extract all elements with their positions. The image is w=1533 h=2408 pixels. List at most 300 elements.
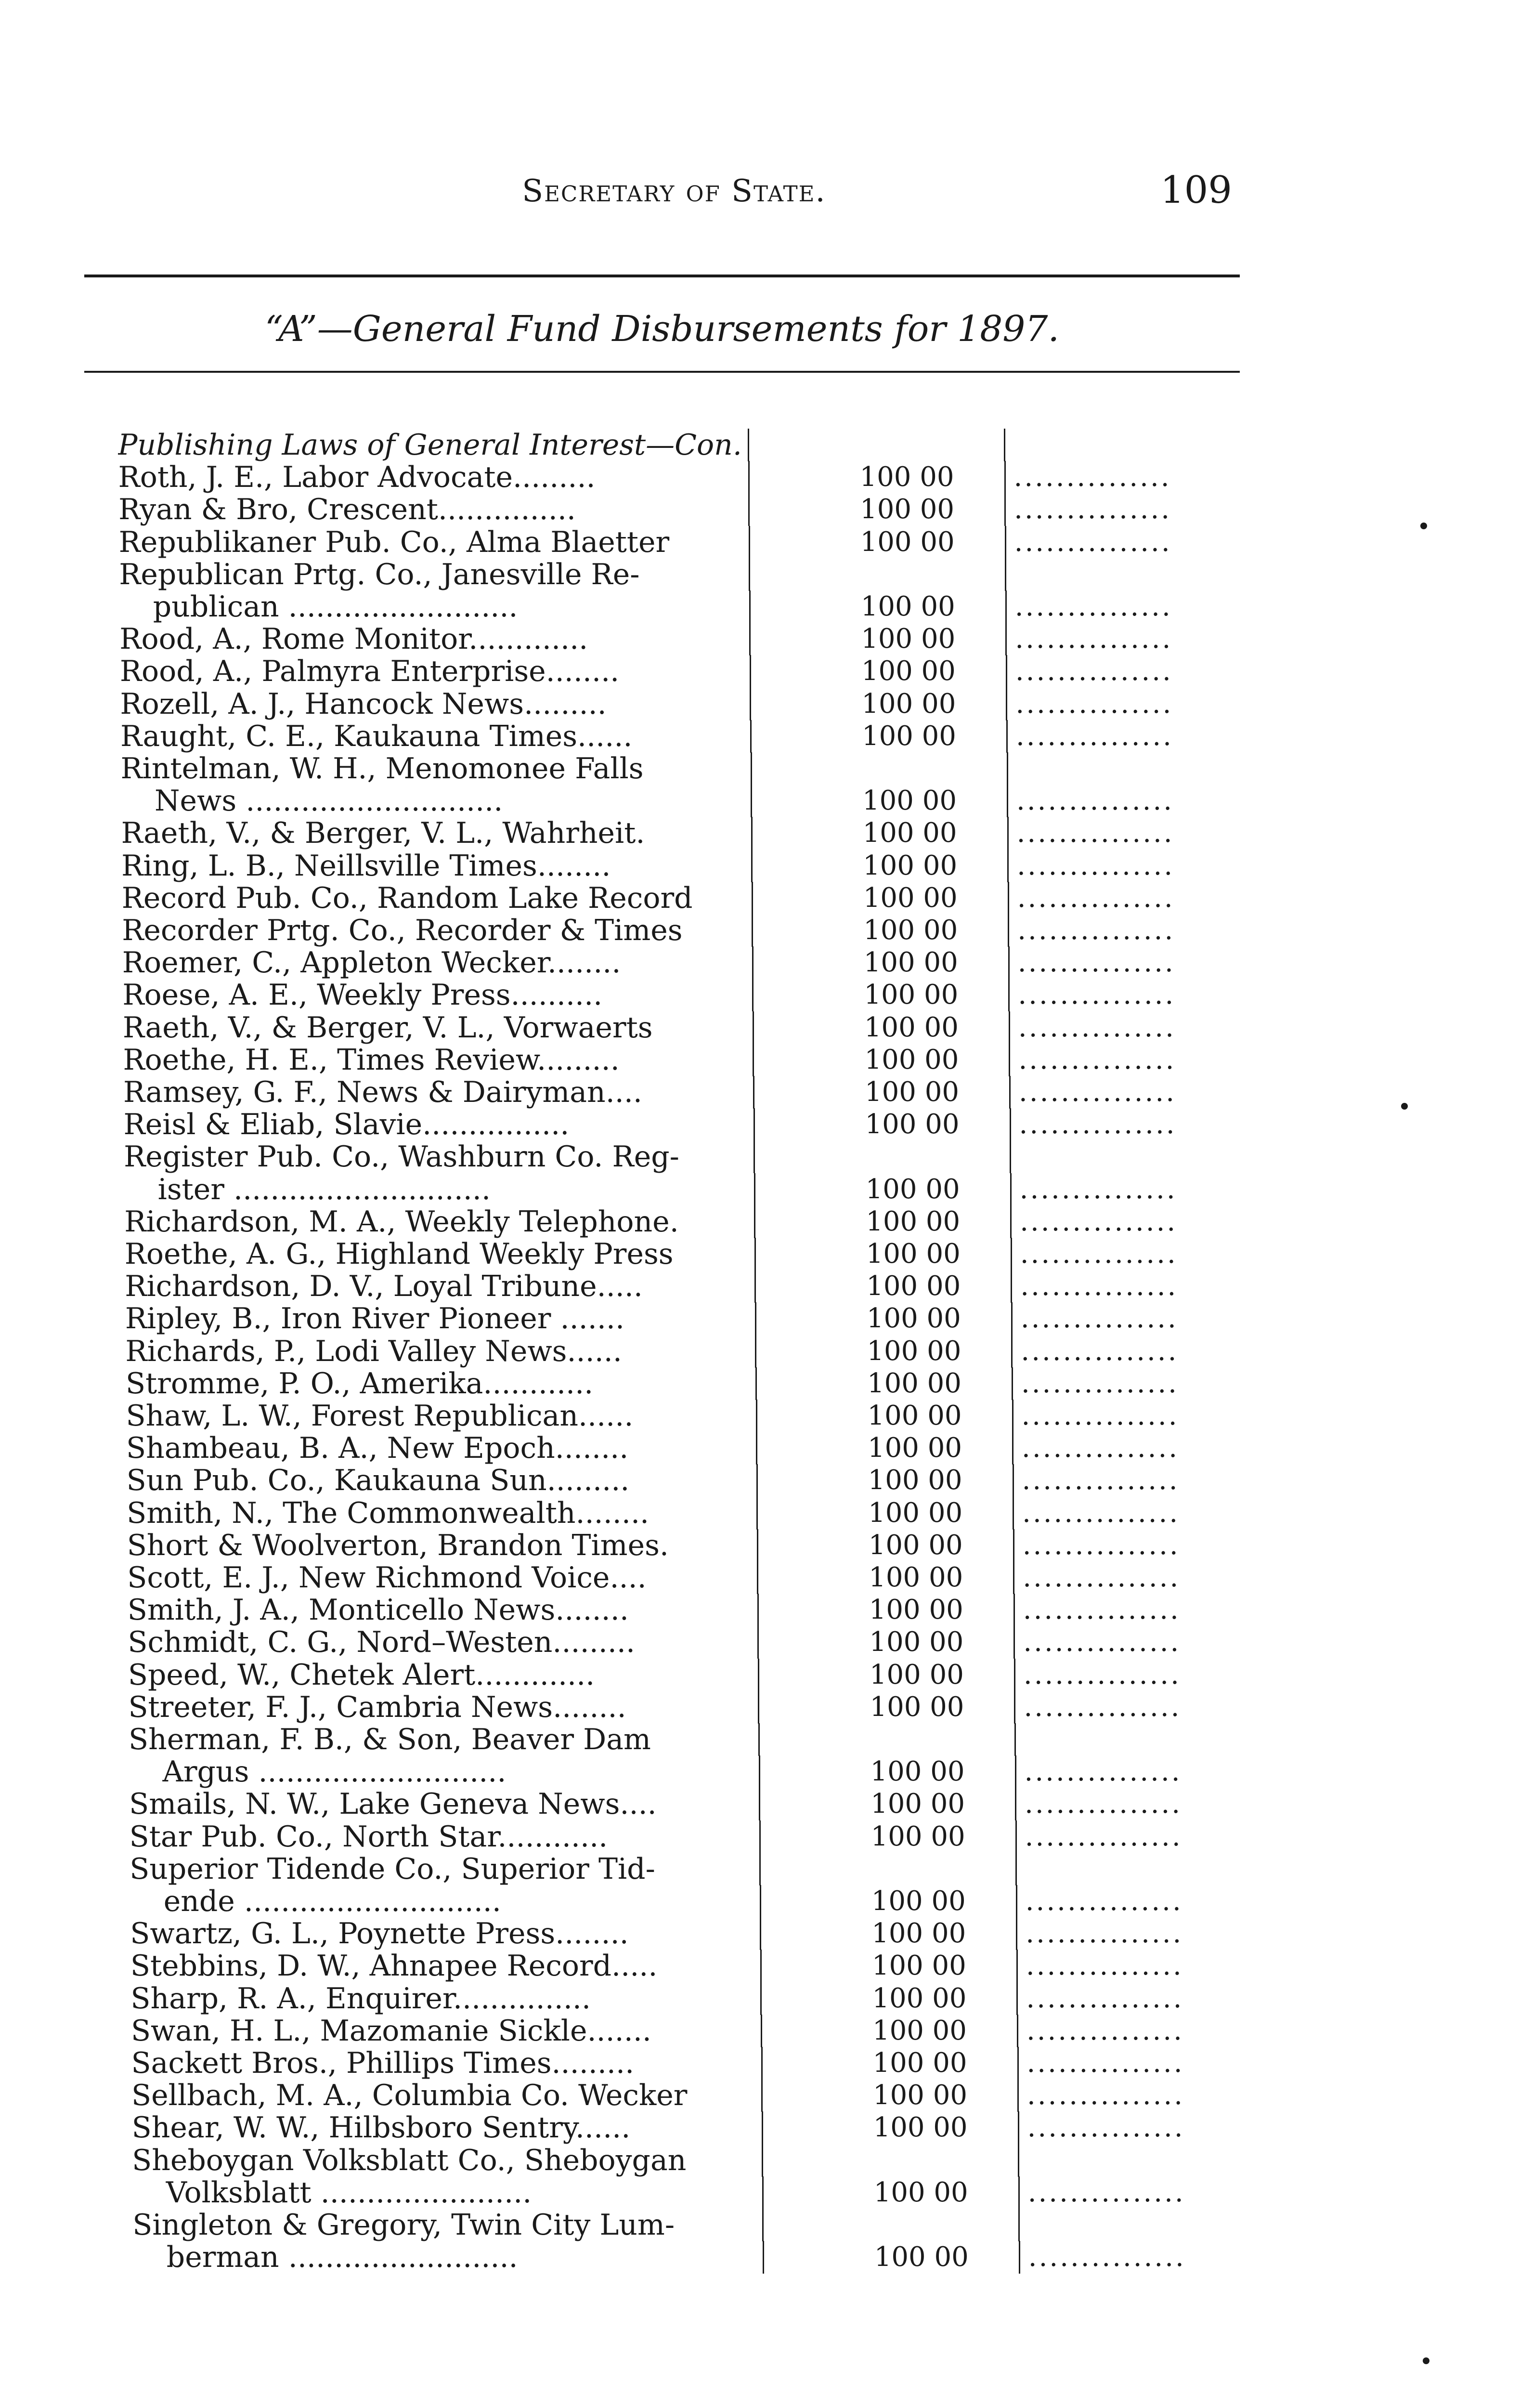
leader-dots: ............... [1027,2112,1185,2144]
column-rule [1009,1076,1011,1109]
leader-dots: ............... [1026,1950,1183,1982]
amount-cell: 100 00 [862,817,957,849]
column-rule [759,1788,760,1820]
entry-name: ende ............................ [163,1885,501,1918]
leader-dots: ............... [1020,1205,1178,1237]
table-row [121,817,1277,850]
column-rule [1012,1432,1013,1465]
leader-dots: ............... [1014,526,1172,558]
entry-name: Roese, A. E., Weekly Press.......... [122,979,603,1012]
column-rule [1012,1400,1013,1432]
amount-cell: 100 00 [869,1626,964,1658]
column-rule [754,1173,755,1206]
amount-cell: 100 00 [867,1367,961,1399]
column-rule [1016,1982,1018,2015]
column-rule [1013,1561,1014,1594]
column-rule [1016,1885,1017,1918]
column-rule [1018,2176,1020,2209]
column-rule [752,979,754,1011]
amount-cell: 100 00 [871,1950,966,1982]
amount-cell: 100 00 [866,1270,961,1302]
table-row [121,850,1277,882]
table-row [119,590,1275,623]
entry-name: Sheboygan Volksblatt Co., Sheboygan [132,2144,687,2177]
table-row [125,1270,1280,1303]
leader-dots: ............... [1015,720,1173,752]
amount-cell: 100 00 [868,1465,962,1496]
amount-cell: 100 00 [870,1820,965,1852]
column-rule [1015,1820,1017,1853]
column-rule [1014,1659,1015,1691]
column-rule [1004,461,1006,494]
amount-cell: 100 00 [868,1432,962,1464]
column-rule [1005,526,1006,559]
table-row [120,720,1276,753]
column-rule [754,1270,756,1303]
leader-dots: ............... [1018,1011,1176,1043]
amount-cell: 100 00 [865,1109,960,1140]
entry-name: Republican Prtg. Co., Janesville Re- [119,558,640,591]
amount-cell: 100 00 [861,655,956,687]
leader-dots: ............... [1023,1659,1181,1690]
table-row [131,2047,1287,2080]
table-row [125,1238,1280,1270]
leader-dots: ............... [1018,979,1176,1011]
column-rule [753,1011,754,1044]
column-rule [1008,914,1009,947]
entry-name: Register Pub. Co., Washburn Co. Reg- [124,1140,679,1174]
entry-name: Smails, N. W., Lake Geneva News.... [129,1788,657,1821]
column-rule [757,1529,758,1562]
column-rule [749,590,751,623]
table-row [128,1659,1284,1691]
header-rule [84,275,1240,277]
leader-dots: ............... [1025,1820,1182,1852]
amount-cell: 100 00 [869,1562,963,1593]
column-rule [1007,817,1009,850]
entry-name: Rood, A., Palmyra Enterprise........ [119,655,620,688]
amount-cell: 100 00 [867,1400,962,1431]
table-row [127,1464,1282,1497]
amount-cell: 100 00 [874,2241,969,2273]
column-rule [1013,1464,1014,1497]
entry-name: Stromme, P. O., Amerika............ [125,1367,594,1400]
column-rule [750,688,751,720]
column-rule [1013,1497,1014,1530]
leader-dots: ............... [1021,1367,1179,1399]
entry-name: Roethe, A. G., Highland Weekly Press [124,1238,674,1270]
column-rule [751,785,752,817]
amount-cell: 100 00 [872,2047,967,2079]
column-rule [1011,1238,1012,1270]
entry-name: Richards, P., Lodi Valley News...... [125,1335,622,1368]
table-row [120,688,1275,720]
column-rule [762,2176,764,2209]
column-rule [1011,1302,1013,1335]
leader-dots: ............... [1019,1076,1177,1108]
column-rule [1009,1011,1010,1044]
table-row [126,1432,1282,1465]
table-row [126,1400,1282,1432]
amount-cell: 100 00 [864,979,959,1011]
column-rule [1016,1917,1017,1950]
page-number: 109 [1160,169,1232,212]
column-rule [1006,688,1007,720]
leader-dots: ............... [1023,1626,1181,1658]
column-rule [1017,2047,1019,2080]
leader-dots: ............... [1017,915,1175,946]
table-row [125,1302,1281,1335]
column-rule [1017,2015,1018,2047]
column-rule [1015,1853,1017,1885]
column-rule [756,1432,757,1465]
table-row [131,2015,1286,2047]
entry-name: ister ............................ [157,1173,491,1206]
running-header: Secretary of State. [522,173,826,209]
table-row [124,1108,1279,1141]
amount-cell: 100 00 [862,785,957,817]
amount-cell: 100 00 [870,1788,965,1820]
entry-name: Smith, J. A., Monticello News........ [127,1594,629,1627]
leader-dots: ............... [1025,1788,1182,1820]
table-row [124,1140,1279,1173]
column-rule [759,1820,761,1853]
column-rule [1019,2241,1020,2274]
column-rule [1017,2079,1019,2112]
amount-cell: 100 00 [870,1691,964,1723]
print-speck [1420,523,1427,529]
amount-cell: 100 00 [868,1529,963,1561]
table-row [129,1723,1284,1756]
column-rule [1007,850,1009,882]
entry-name: Streeter, F. J., Cambria News........ [128,1690,626,1724]
leader-dots: ............... [1026,1982,1184,2014]
column-rule [1011,1270,1012,1303]
table-row [124,1173,1280,1206]
entry-name: Ryan & Bro, Crescent............... [118,493,576,526]
column-rule [759,1755,760,1788]
amount-cell: 100 00 [866,1303,961,1335]
entry-name: Schmidt, C. G., Nord–Westen......... [128,1626,636,1659]
table-row [119,623,1275,655]
column-rule [754,1140,755,1173]
entry-name: Sharp, R. A., Enquirer............... [130,1982,591,2015]
column-rule [1008,946,1010,979]
entry-name: Ramsey, G. F., News & Dairyman.... [123,1076,642,1109]
leader-dots: ............... [1024,1691,1182,1723]
entry-name: Reisl & Eliab, Slavie................ [123,1108,570,1141]
amount-cell: 100 00 [869,1594,963,1626]
entry-name: Sackett Bros., Phillips Times......... [131,2047,635,2080]
entry-name: Speed, W., Chetek Alert............. [128,1658,595,1691]
entry-name: Sun Pub. Co., Kaukauna Sun......... [126,1464,630,1497]
amount-cell: 100 00 [863,915,958,946]
print-speck [1423,2357,1429,2364]
column-rule [1010,1205,1012,1238]
entry-name: Roethe, H. E., Times Review......... [123,1043,620,1076]
amount-cell: 100 00 [866,1238,961,1269]
table-row [132,2144,1287,2177]
column-rule [754,1205,755,1238]
amount-cell: 100 00 [864,1044,959,1075]
column-rule [1018,2144,1019,2177]
leader-dots: ............... [1013,461,1171,493]
column-rule [750,655,751,688]
entry-name: Raeth, V., & Berger, V. L., Wahrheit. [121,817,645,850]
entry-name: Shambeau, B. A., New Epoch........ [126,1432,629,1465]
leader-dots: ............... [1022,1465,1180,1496]
table-row [130,1853,1285,1885]
column-rule [748,461,750,494]
leader-dots: ............... [1026,2015,1184,2046]
table-row [129,1788,1285,1820]
column-rule [760,1982,762,2015]
column-rule [758,1691,759,1724]
amount-cell: 100 00 [866,1205,961,1237]
column-rule [1008,882,1009,915]
column-rule [753,1044,754,1076]
column-rule [1008,979,1010,1011]
column-rule [1011,1335,1013,1368]
entry-name: Stebbins, D. W., Ahnapee Record..... [130,1950,658,1983]
leader-dots: ............... [1025,1885,1183,1917]
leader-dots: ............... [1026,1918,1183,1950]
entry-name: Ring, L. B., Neillsville Times........ [121,849,611,882]
leader-dots: ............... [1027,2176,1185,2208]
table-row [118,461,1274,494]
entry-name: Smith, N., The Commonwealth........ [127,1496,650,1530]
leader-dots: ............... [1021,1400,1179,1431]
column-rule [761,2047,763,2080]
entry-name: Rozell, A. J., Hancock News......... [120,687,607,720]
column-rule [755,1335,756,1368]
leader-dots: ............... [1022,1432,1180,1464]
amount-cell: 100 00 [860,494,955,525]
entry-name: Republikaner Pub. Co., Alma Blaetter [118,525,670,559]
table-row [132,2176,1288,2209]
table-row [127,1561,1283,1594]
column-rule [1009,1044,1010,1076]
column-rule [1007,785,1008,817]
column-rule [1005,623,1007,655]
table-row [130,1820,1285,1853]
column-rule [760,1885,761,1918]
leader-dots: ............... [1020,1303,1178,1335]
entry-name: Sherman, F. B., & Son, Beaver Dam [129,1723,651,1756]
amount-cell: 100 00 [872,2015,967,2046]
entry-name: Scott, E. J., New Richmond Voice.... [127,1561,647,1594]
leader-dots: ............... [1020,1270,1178,1302]
column-rule [750,720,752,753]
column-rule [1010,1108,1011,1141]
table-row [127,1529,1283,1562]
leader-dots: ............... [1022,1529,1180,1561]
column-rule [756,1464,758,1497]
column-rule [761,2079,763,2112]
amount-cell: 100 00 [870,1756,965,1788]
amount-cell: 100 00 [873,2080,967,2111]
column-rule [752,882,753,915]
entry-name: Sellbach, M. A., Columbia Co. Wecker [131,2079,688,2112]
column-rule [1013,1529,1014,1562]
table-row [130,1982,1286,2015]
leader-dots: ............... [1022,1497,1180,1529]
table-row [131,2079,1287,2112]
leader-dots: ............... [1015,655,1173,687]
column-rule [1013,1626,1015,1659]
amount-cell: 100 00 [864,1011,959,1043]
amount-cell: 100 00 [873,2112,968,2144]
entry-name: Rintelman, W. H., Menomonee Falls [120,752,644,785]
amount-cell: 100 00 [863,850,958,881]
print-speck [1401,1103,1408,1110]
table-row [120,655,1275,688]
table-row [130,1885,1286,1918]
amount-cell: 100 00 [869,1659,964,1690]
column-rule [755,1302,756,1335]
table-row [128,1626,1283,1659]
table-row [133,2241,1288,2274]
column-rule [760,1917,761,1950]
amount-cell: 100 00 [872,1982,967,2014]
column-rule [762,2144,763,2177]
entry-name: Short & Woolverton, Brandon Times. [127,1529,669,1562]
amount-cell: 100 00 [861,623,956,655]
column-rule [1014,1723,1016,1756]
table-row [127,1497,1282,1530]
amount-cell: 100 00 [865,1076,959,1108]
column-rule [1016,1950,1018,1982]
table-row [130,1950,1286,1982]
column-rule [757,1561,758,1594]
column-rule [761,2015,762,2047]
table-row [129,1755,1285,1788]
entry-name: Recorder Prtg. Co., Recorder & Times [122,914,683,947]
leader-dots: ............... [1023,1562,1181,1593]
column-rule [760,1950,762,1982]
column-rule [1007,752,1008,785]
table-row [123,1044,1278,1076]
column-rule [752,914,753,947]
column-rule [1018,2209,1020,2241]
column-rule [1006,720,1008,753]
entry-name: Richardson, M. A., Weekly Telephone. [124,1205,679,1238]
entry-name: Rood, A., Rome Monitor............. [119,623,588,656]
table-row [130,1917,1286,1950]
table-row [123,1076,1279,1109]
column-rule [1010,1140,1011,1173]
column-rule [753,1076,754,1109]
leader-dots: ............... [1020,1238,1178,1269]
table-row [122,946,1278,979]
entry-name: Singleton & Gregory, Twin City Lum- [132,2209,675,2241]
leader-dots: ............... [1015,623,1173,655]
amount-cell: 100 00 [860,526,955,558]
column-rule [1014,1691,1015,1724]
title-rule [84,371,1240,373]
leader-dots: ............... [1023,1594,1181,1626]
amount-cell: 100 00 [861,720,956,752]
column-rule [1010,1173,1012,1206]
column-rule [758,1723,760,1756]
entry-name: Star Pub. Co., North Star............ [129,1820,608,1853]
section-heading: Publishing Laws of General Interest—Con. [118,429,742,461]
column-rule [756,1400,757,1432]
amount-cell: 100 00 [871,1885,966,1917]
amount-cell: 100 00 [873,2176,968,2208]
column-rule [754,1108,755,1141]
column-rule [763,2241,764,2274]
entry-name: Roth, J. E., Labor Advocate......... [118,461,596,494]
table-row [125,1335,1281,1368]
leader-dots: ............... [1021,1335,1179,1367]
entry-name: Raeth, V., & Berger, V. L., Vorwaerts [122,1011,653,1044]
amount-cell: 100 00 [865,1173,960,1205]
leader-dots: ............... [1024,1756,1182,1788]
entry-name: Superior Tidende Co., Superior Tid- [130,1852,655,1885]
column-rule [751,850,753,882]
entry-name: publican ......................... [153,590,518,623]
amount-cell: 100 00 [863,947,958,979]
column-rule [762,2111,763,2144]
table-row [118,493,1274,526]
entry-name: Volksblatt ....................... [166,2176,532,2209]
leader-dots: ............... [1027,2080,1185,2111]
amount-cell: 100 00 [861,688,956,720]
column-rule [1012,1367,1013,1400]
leader-dots: ............... [1019,1173,1177,1205]
column-rule [749,558,750,591]
leader-dots: ............... [1015,688,1173,720]
entry-name: berman ......................... [166,2241,518,2274]
table-row [132,2111,1287,2144]
amount-cell: 100 00 [860,591,955,622]
entry-name: Swartz, G. L., Poynette Press........ [130,1917,629,1950]
entry-name: Shear, W. W., Hilbsboro Sentry...... [131,2111,631,2145]
column-rule [1018,2111,1019,2144]
entry-name: Record Pub. Co., Random Lake Record [121,881,693,915]
leader-dots: ............... [1026,2047,1184,2079]
table-row [121,752,1276,785]
column-rule [749,623,751,655]
amount-cell: 100 00 [868,1497,963,1529]
column-rule [757,1594,759,1626]
column-rule [754,1238,756,1270]
entry-name: Argus ........................... [162,1755,507,1789]
leader-dots: ............... [1016,785,1174,817]
table-row [128,1691,1284,1724]
table-row [122,914,1277,947]
column-rule [748,493,750,526]
entry-name: Richardson, D. V., Loyal Tribune..... [125,1270,643,1303]
amount-cell: 100 00 [871,1918,966,1950]
column-rule [759,1853,761,1885]
column-rule [762,2209,764,2241]
table-row [122,979,1278,1011]
column-rule [1004,493,1006,526]
entry-name: News ............................ [155,785,503,818]
column-rule [749,526,750,559]
column-rule [757,1626,759,1659]
column-rule [756,1497,758,1530]
column-rule [751,752,752,785]
table-row [126,1367,1281,1400]
column-rule [1015,1788,1016,1820]
column-rule [758,1659,759,1691]
leader-dots: ............... [1017,850,1175,881]
table-row [123,1011,1278,1044]
leader-dots: ............... [1017,882,1175,914]
